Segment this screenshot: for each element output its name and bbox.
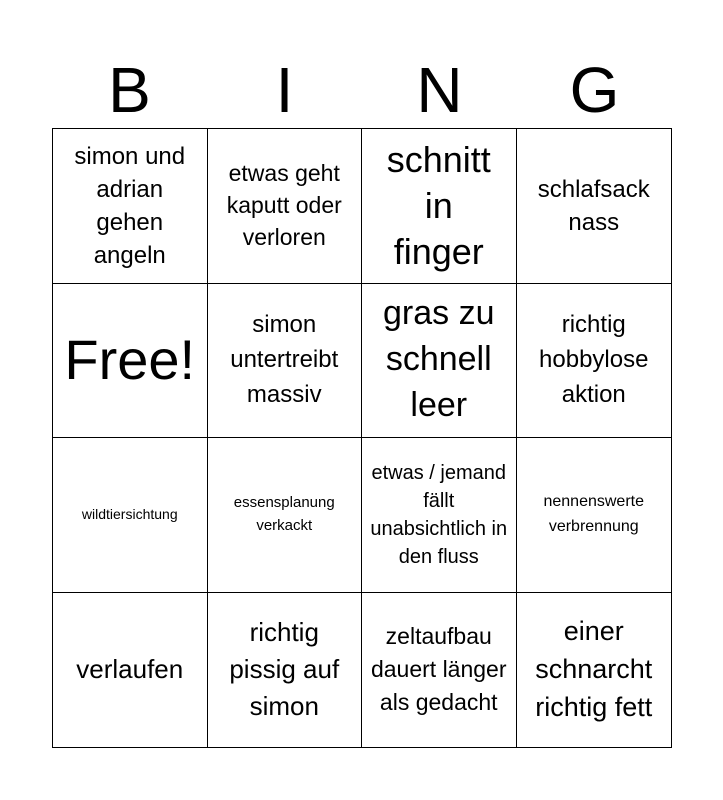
bingo-cell[interactable] [362, 129, 517, 284]
bingo-cell[interactable] [517, 438, 672, 593]
bingo-cell[interactable] [362, 593, 517, 748]
bingo-cell[interactable] [208, 593, 363, 748]
bingo-grid [52, 128, 672, 748]
cell-text: verlaufen [76, 653, 184, 684]
cell-text: simon untertreibt massiv [230, 311, 339, 408]
bingo-cell[interactable] [362, 284, 517, 439]
cell-text: zeltaufbau dauert länger als gedacht [370, 622, 507, 716]
cell-text: etwas / jemand fällt unabsichtlich in den fluss [370, 461, 508, 568]
bingo-cell[interactable] [517, 129, 672, 284]
bingo-cell[interactable] [208, 438, 363, 593]
cell-text: nennenswerte verbrennung [543, 492, 644, 535]
bingo-cell[interactable] [208, 284, 363, 439]
cell-text: simon und adrian gehen angeln [74, 142, 186, 269]
header-letter-i: I [275, 54, 294, 126]
cell-text: richtig pissig auf simon [229, 617, 340, 722]
bingo-cell[interactable] [362, 438, 517, 593]
bingo-cell[interactable] [517, 593, 672, 748]
header-letter-g: G [569, 54, 620, 126]
cell-text: Free! [64, 328, 196, 392]
bingo-header [52, 52, 672, 128]
bingo-cell[interactable] [208, 129, 363, 284]
bingo-cell[interactable] [53, 129, 208, 284]
cell-text: einer schnarcht richtig fett [535, 616, 653, 722]
bingo-cell[interactable] [53, 593, 208, 748]
cell-text: schnitt in finger [386, 138, 491, 272]
cell-text: essensplanung verkackt [233, 494, 335, 534]
header-letter-b: B [108, 54, 151, 126]
bingo-cell[interactable] [517, 284, 672, 439]
cell-text: schlafsack nass [537, 175, 650, 236]
cell-text: gras zu schnell leer [383, 294, 495, 425]
cell-text: richtig hobbylose aktion [539, 311, 649, 408]
cell-text: etwas geht kaputt oder verloren [226, 160, 342, 250]
free-cell[interactable] [53, 284, 208, 439]
cell-text: wildtiersichtung [81, 505, 178, 522]
header-letter-n: N [416, 54, 463, 126]
bingo-cell[interactable] [53, 438, 208, 593]
